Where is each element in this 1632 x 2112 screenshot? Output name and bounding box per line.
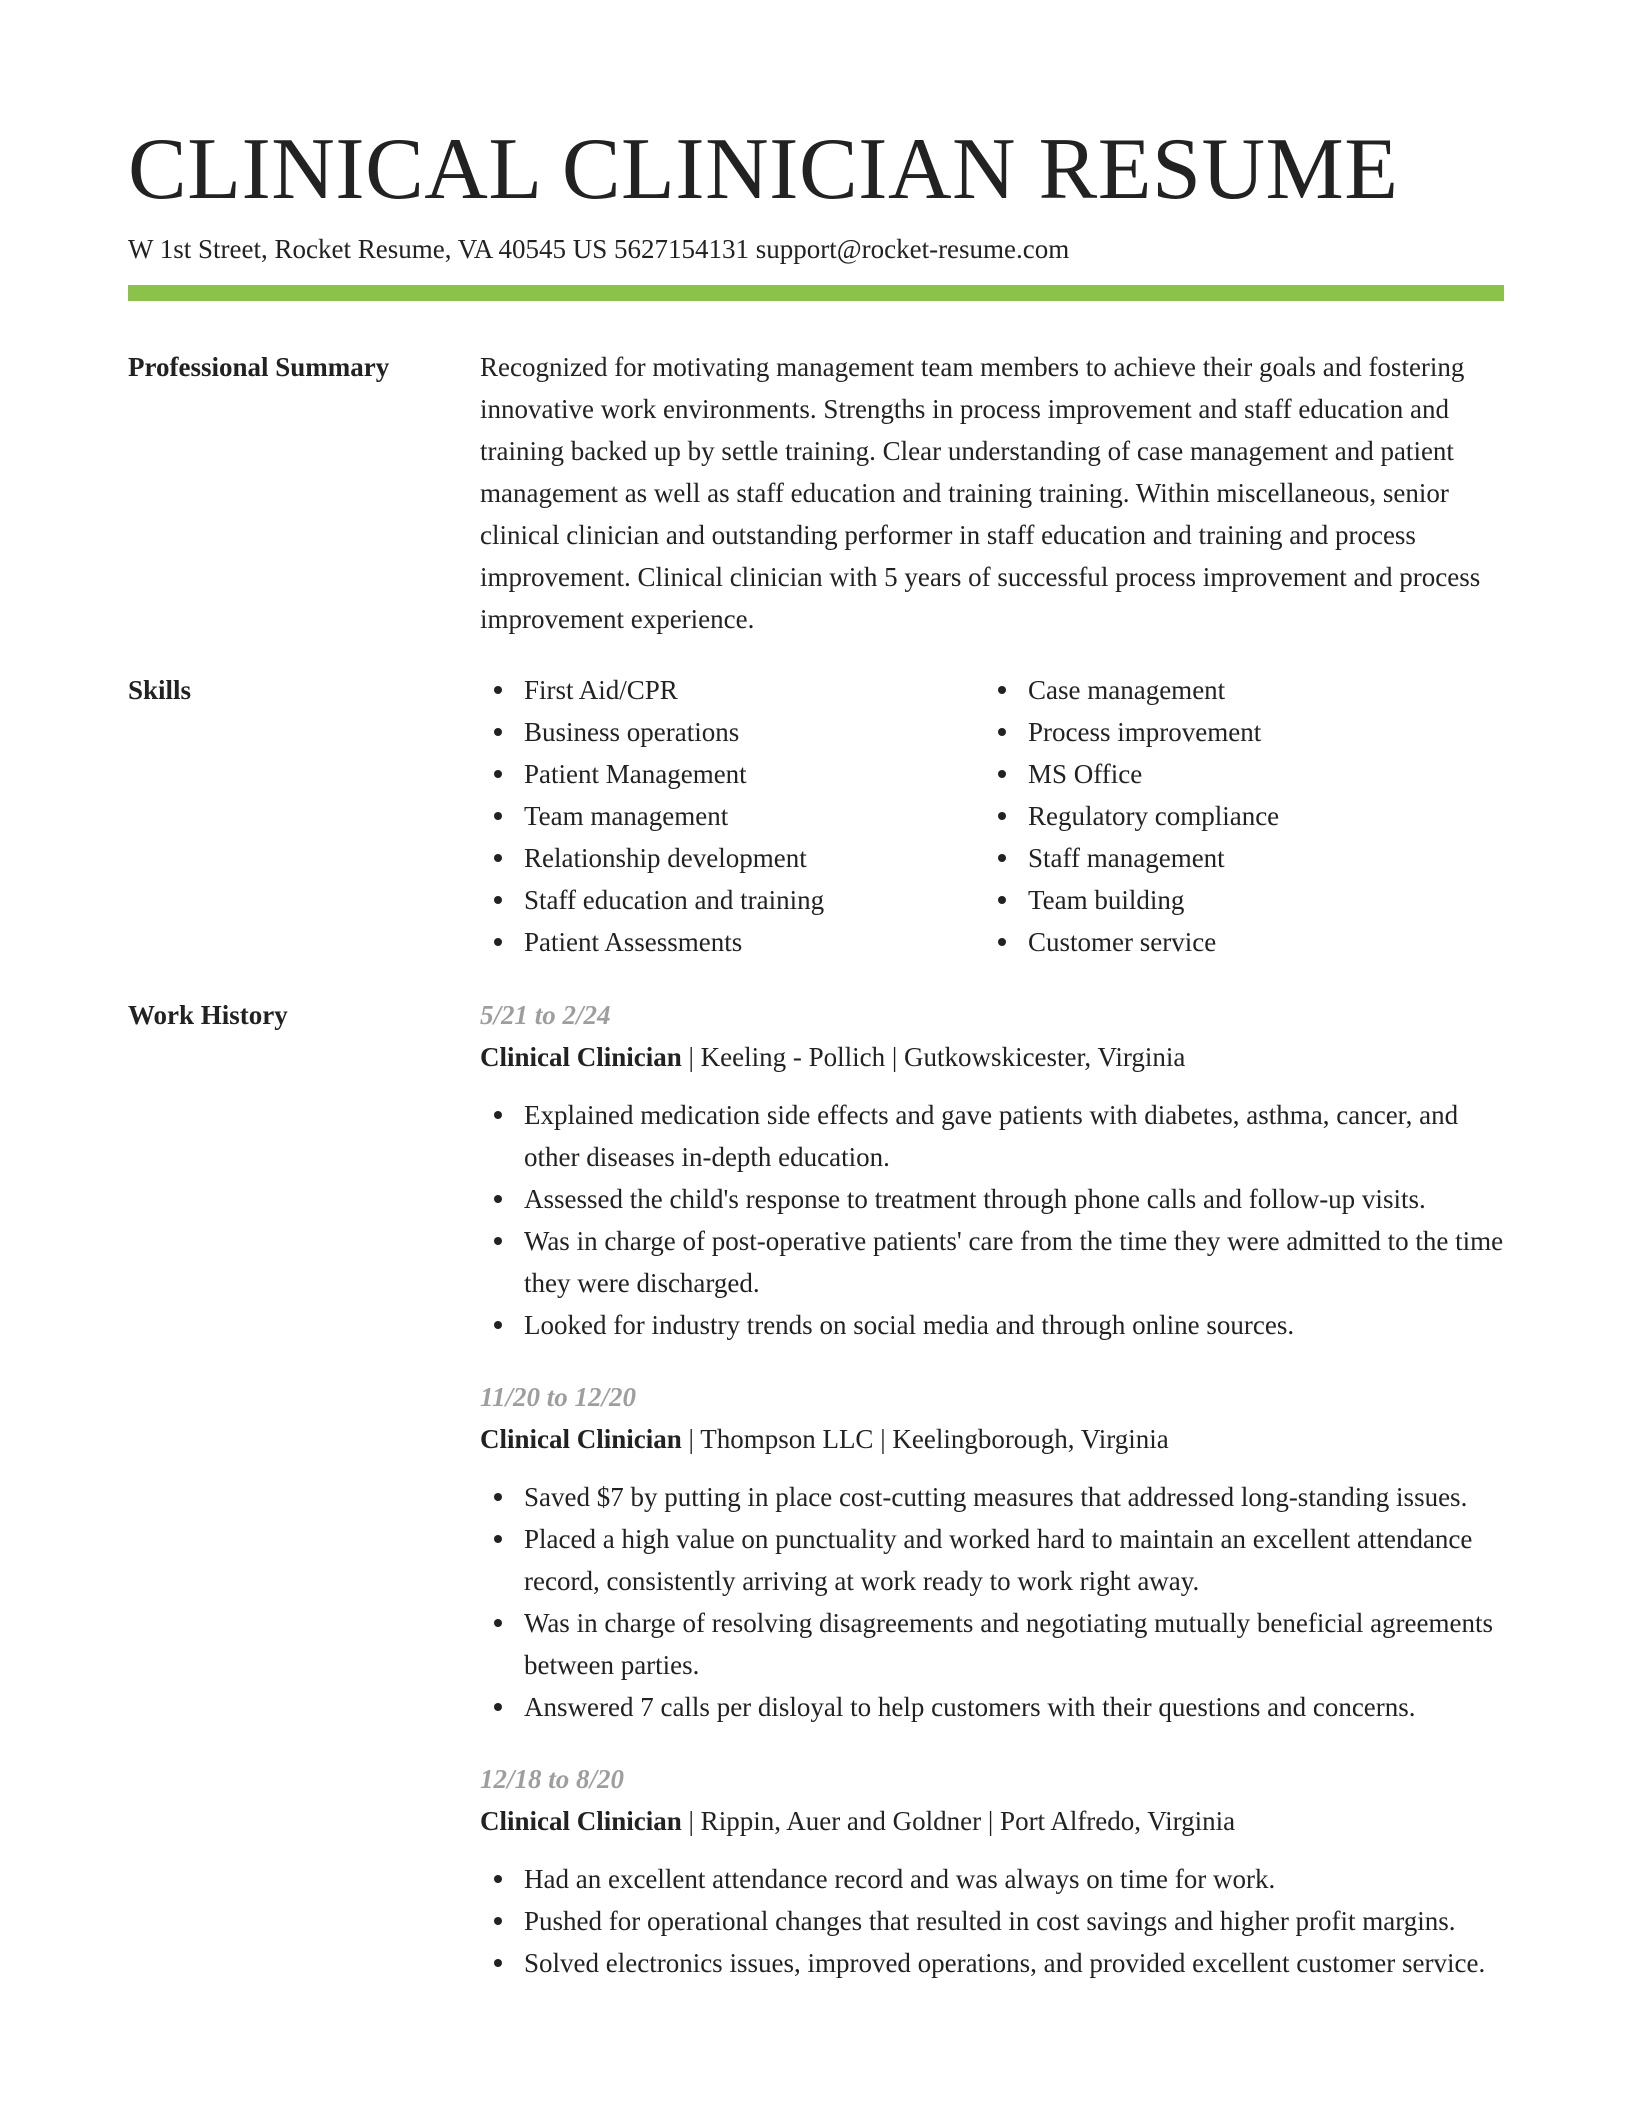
job-bullets	[480, 1858, 1504, 1984]
skill-item: Patient Assessments	[480, 921, 984, 963]
job-bullet: Placed a high value on punctuality and worked hard to maintain an excellent attendance record, consistently arriving at work ready to work right away.	[480, 1518, 1504, 1602]
job-details: | Thompson LLC | Keelingborough, Virginia	[681, 1424, 1169, 1454]
job-bullet: Assessed the child's response to treatment through phone calls and follow-up visits.	[480, 1178, 1504, 1220]
skill-item: Relationship development	[480, 837, 984, 879]
job-bullet: Pushed for operational changes that resulted in cost savings and higher profit margins.	[480, 1900, 1504, 1942]
skill-item: Customer service	[984, 921, 1488, 963]
job-entry	[480, 1376, 1504, 1728]
job-header	[480, 1800, 1504, 1842]
resume-title: CLINICAL CLINICIAN RESUME	[128, 121, 1399, 218]
skill-item: Team management	[480, 795, 984, 837]
skill-item: Team building	[984, 879, 1488, 921]
job-bullets	[480, 1094, 1504, 1346]
skill-item: Business operations	[480, 711, 984, 753]
work-history-body	[480, 994, 1504, 2014]
work-history-heading: Work History	[128, 1000, 288, 1030]
job-header	[480, 1036, 1504, 1078]
job-bullet: Had an excellent attendance record and was always on time for work.	[480, 1858, 1504, 1900]
job-header	[480, 1418, 1504, 1460]
skills-heading: Skills	[128, 675, 192, 705]
job-title: Clinical Clinician	[480, 1042, 682, 1072]
skills-list-left	[480, 669, 984, 963]
job-title: Clinical Clinician	[480, 1424, 682, 1454]
job-entry	[480, 1758, 1504, 1984]
job-bullets	[480, 1476, 1504, 1728]
summary-text: Recognized for motivating management team members to achieve their goals and fostering innovative work environments. Strengths in process improvement and staff education and training backed up by settle training. Clear understanding of case management and patient management as well as staff education and training training. Within miscellaneous, senior clinical clinician and outstanding performer in staff education and training and process improvement. Clinical clinician with 5 years of successful process improvement and process improvement experience.	[480, 352, 1481, 634]
skill-item: Case management	[984, 669, 1488, 711]
job-bullet: Solved electronics issues, improved operations, and provided excellent customer service.	[480, 1942, 1504, 1984]
job-dates: 5/21 to 2/24	[480, 1000, 611, 1030]
job-dates: 12/18 to 8/20	[480, 1764, 625, 1794]
contact-line: W 1st Street, Rocket Resume, VA 40545 US 5627154131 support@rocket-resume.com	[128, 234, 1070, 264]
skills-list-right	[984, 669, 1488, 963]
job-details: | Rippin, Auer and Goldner | Port Alfredo, Virginia	[681, 1806, 1236, 1836]
job-entry	[480, 994, 1504, 1346]
skill-item: MS Office	[984, 753, 1488, 795]
job-bullet: Explained medication side effects and gave patients with diabetes, asthma, cancer, and other diseases in-depth education.	[480, 1094, 1504, 1178]
job-bullet: Was in charge of post-operative patients' care from the time they were admitted to the time they were discharged.	[480, 1220, 1504, 1304]
skills-body	[480, 669, 1504, 963]
skill-item: Staff education and training	[480, 879, 984, 921]
skill-item: Staff management	[984, 837, 1488, 879]
job-bullet: Saved $7 by putting in place cost-cutting measures that addressed long-standing issues.	[480, 1476, 1504, 1518]
skill-item: Patient Management	[480, 753, 984, 795]
accent-divider	[128, 285, 1504, 301]
skill-item: First Aid/CPR	[480, 669, 984, 711]
job-dates: 11/20 to 12/20	[480, 1382, 637, 1412]
skill-item: Regulatory compliance	[984, 795, 1488, 837]
summary-body	[480, 346, 1504, 640]
job-title: Clinical Clinician	[480, 1806, 682, 1836]
job-bullet: Was in charge of resolving disagreements and negotiating mutually beneficial agreements between parties.	[480, 1602, 1504, 1686]
skill-item: Process improvement	[984, 711, 1488, 753]
summary-heading: Professional Summary	[128, 352, 390, 382]
job-bullet: Answered 7 calls per disloyal to help customers with their questions and concerns.	[480, 1686, 1504, 1728]
job-bullet: Looked for industry trends on social media and through online sources.	[480, 1304, 1504, 1346]
job-details: | Keeling - Pollich | Gutkowskicester, Virginia	[681, 1042, 1186, 1072]
